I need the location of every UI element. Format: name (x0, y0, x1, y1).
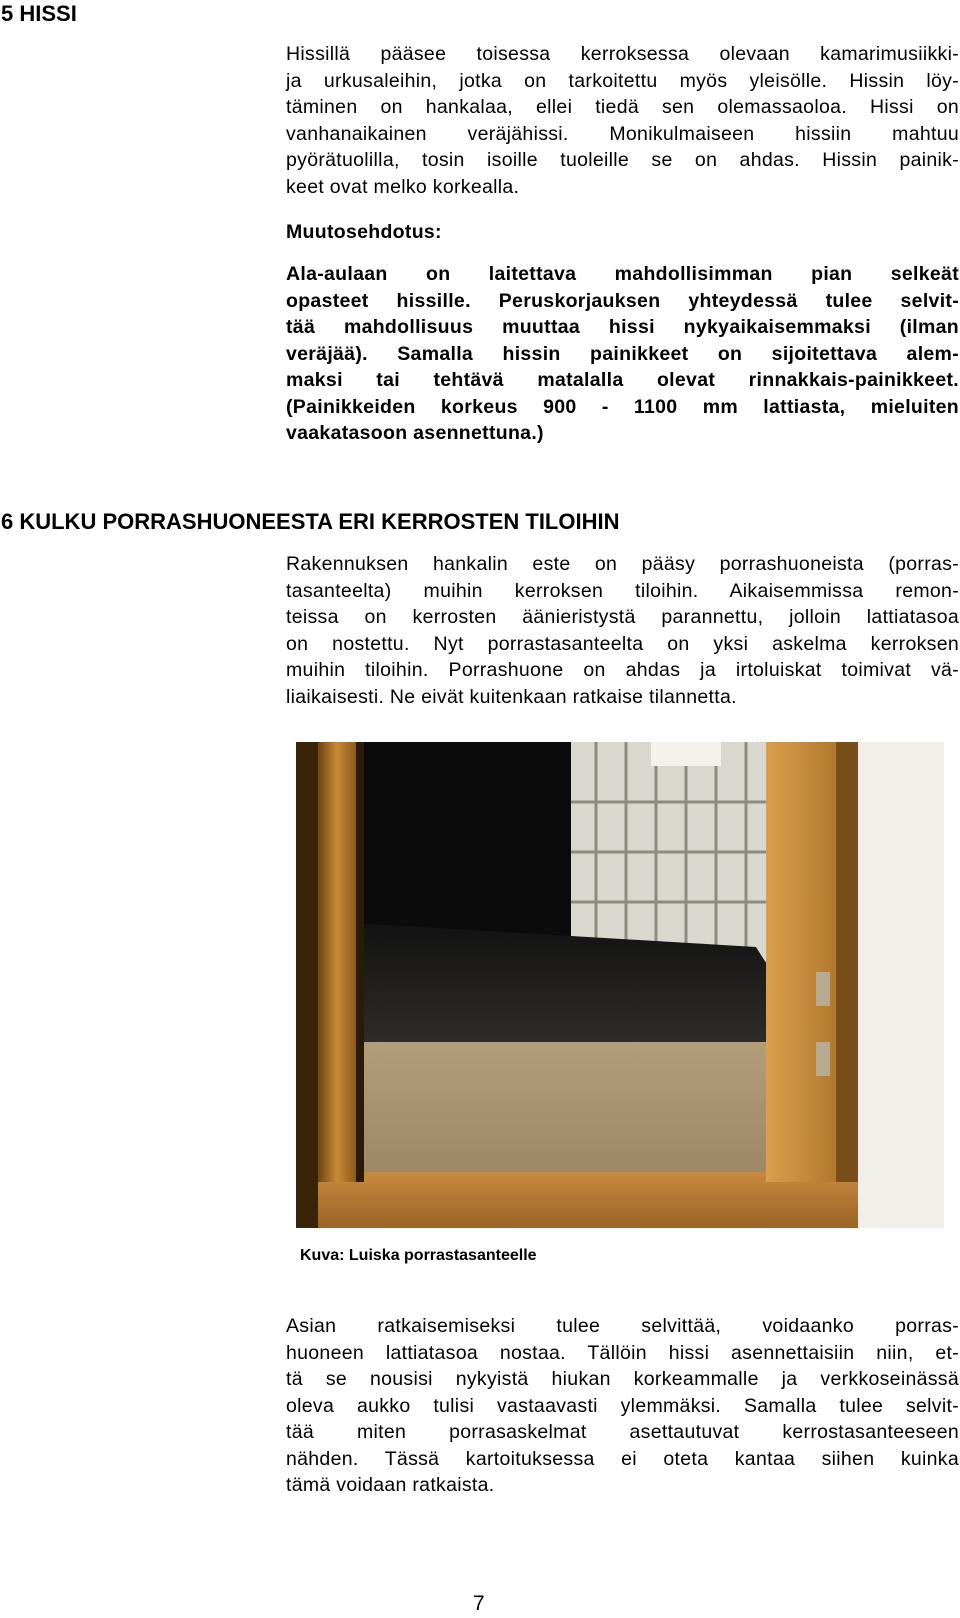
text-line: tää miten porrasaskelmat asettautuvat kerrostasanteeseen (286, 1421, 959, 1443)
text-line: keet ovat melko korkealla. (286, 175, 520, 198)
doorway-ramp-photo (296, 742, 944, 1228)
photo-caption: Kuva: Luiska porrastasanteelle (300, 1247, 537, 1264)
text-line: Muutosehdotus: (286, 221, 442, 243)
text-line: on nostettu. Nyt porrastasanteelta on yksi askelma kerroksen (286, 632, 959, 655)
text-line: Hissillä pääsee toisessa kerroksessa olevaan kamarimusiikki- (286, 43, 959, 65)
text-line: huoneen lattiatasoa nostaa. Tällöin hissi asennettaisiin niin, et- (286, 1341, 959, 1364)
text-line: tasanteelta) muihin kerroksen tiloihin. Aikaisemmissa remon- (286, 579, 959, 602)
text-line: (Painikkeiden korkeus 900 - 1100 mm lattiasta, mieluiten (286, 395, 959, 418)
text-line: tä se nousisi nykyistä hiukan korkeammalle ja verkkoseinässä (286, 1368, 959, 1390)
text-line: teissa on kerrosten äänieristystä parannettu, jolloin lattiatasoa (286, 606, 959, 628)
text-line: vanhanaikainen veräjähissi. Monikulmaiseen hissiin mahtuu (286, 122, 959, 145)
paragraph (286, 1313, 959, 1499)
text-line: ja urkusaleihin, jotka on tarkoitettu myös yleisölle. Hissin löy- (286, 69, 959, 92)
text-line: veräjää). Samalla hissin painikkeet on sijoitettava alem- (286, 342, 959, 365)
paragraph (286, 551, 959, 710)
text-line: Ala-aulaan on laitettava mahdollisimman pian selkeät (286, 263, 959, 285)
suggestion-paragraph (286, 261, 959, 447)
text-line: liaikaisesti. Ne eivät kuitenkaan ratkaise tilannetta. (286, 685, 737, 708)
page-number: 7 (473, 1592, 485, 1615)
paragraph (286, 41, 959, 200)
text-line: täminen on hankalaa, ellei tiedä sen olemassaoloa. Hissi on (286, 96, 959, 118)
text-line: tämä voidaan ratkaista. (286, 1474, 495, 1496)
text-line: pyörätuolilla, tosin isoille tuoleille se on ahdas. Hissin painik- (286, 149, 959, 171)
section-heading: 5 HISSI (1, 1, 77, 26)
section-heading: 6 KULKU PORRASHUONEESTA ERI KERROSTEN TILOIHIN (1, 509, 620, 534)
text-line: Asian ratkaisemiseksi tulee selvittää, voidaanko porras- (286, 1315, 959, 1337)
text-line: opasteet hissille. Peruskorjauksen yhteydessä tulee selvit- (286, 289, 959, 312)
text-line: oleva aukko tulisi vastaavasti ylemmäksi. Samalla tulee selvit- (286, 1394, 959, 1417)
suggestion-label (286, 219, 959, 246)
text-line: muihin tiloihin. Porrashuone on ahdas ja irtoluiskat toimivat vä- (286, 659, 959, 681)
text-line: tää mahdollisuus muuttaa hissi nykyaikaisemmaksi (ilman (286, 316, 959, 338)
text-line: vaakatasoon asennettuna.) (286, 422, 544, 444)
text-line: nähden. Tässä kartoituksessa ei oteta kantaa siihen kuinka (286, 1447, 959, 1470)
text-line: Rakennuksen hankalin este on pääsy porrashuoneista (porras- (286, 553, 959, 575)
text-line: maksi tai tehtävä matalalla olevat rinnakkais-painikkeet. (286, 369, 959, 391)
